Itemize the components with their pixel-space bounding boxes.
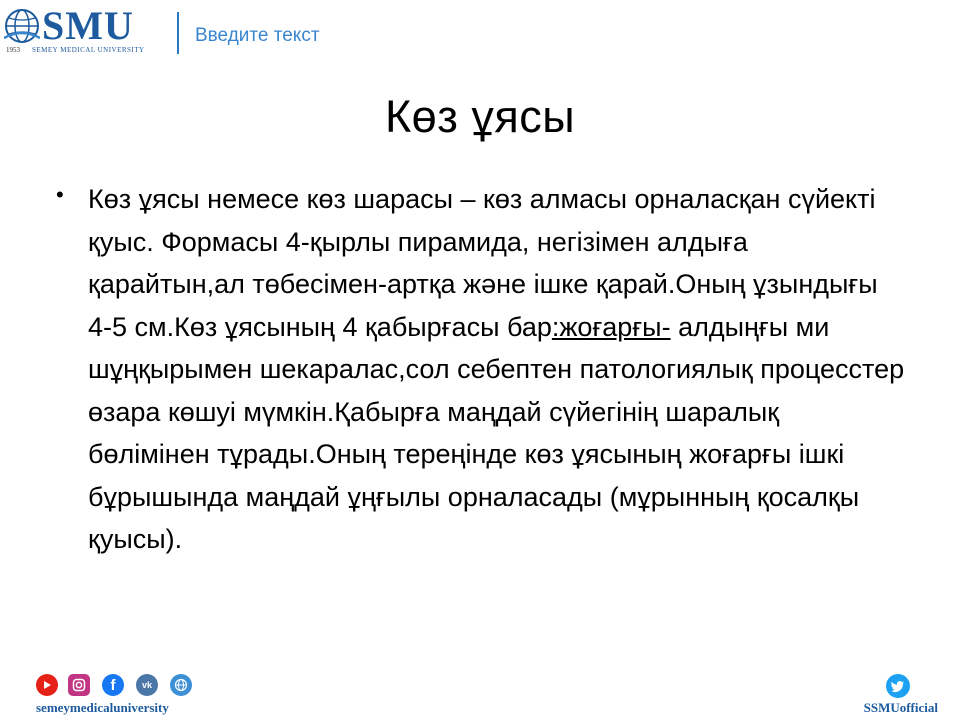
bullet-text[interactable] — [88, 178, 908, 561]
logo-subtitle: SEMEY MEDICAL UNIVERSITY — [32, 46, 145, 54]
underlined-term: :жоғарғы- — [551, 311, 671, 342]
logo-year: 1953 — [6, 46, 20, 54]
header-placeholder-text[interactable]: Введите текст — [195, 25, 320, 46]
instagram-icon[interactable] — [68, 674, 90, 696]
globe-icon — [4, 8, 40, 44]
youtube-icon[interactable] — [36, 674, 58, 696]
facebook-icon[interactable]: f — [102, 674, 124, 696]
website-icon[interactable] — [170, 674, 192, 696]
university-logo — [4, 3, 164, 56]
header-divider — [177, 12, 179, 54]
social-handle-right[interactable]: SSMUofficial — [863, 700, 938, 715]
slide-header — [0, 0, 960, 62]
twitter-icon[interactable] — [886, 674, 910, 698]
body-text-part-2: алдыңғы ми шұңқырымен шекаралас,сол себептен патологиялық процесстер өзара көшуі мүмкін.Қабырға маңдай сүйегінің шаралық бөлімінен тұрады.Оның тереңінде көз ұясының жоғарғы ішкі бұрышында маңдай ұңғылы орналасады (мұрынның қосалқы қуысы). — [88, 311, 905, 554]
bullet-icon: • — [56, 182, 64, 207]
twitter-link — [838, 674, 938, 714]
body-text-part-1: Көз ұясы немесе көз шарасы – көз алмасы орналасқан сүйекті қуыс. Формасы 4-қырлы пирамида, негізімен алдыға қарайтын,ал төбесімен-артқа және ішке қарай.Оның ұзындығы 4-5 см.Көз ұясының 4 қабырғасы бар — [88, 184, 878, 342]
logo-wordmark: SMU — [42, 3, 134, 48]
social-handle-left[interactable]: semeymedicaluniversity — [36, 700, 169, 715]
slide-title[interactable]: Көз ұясы — [384, 91, 576, 142]
social-links — [36, 674, 236, 714]
vk-icon[interactable]: vk — [136, 674, 158, 696]
